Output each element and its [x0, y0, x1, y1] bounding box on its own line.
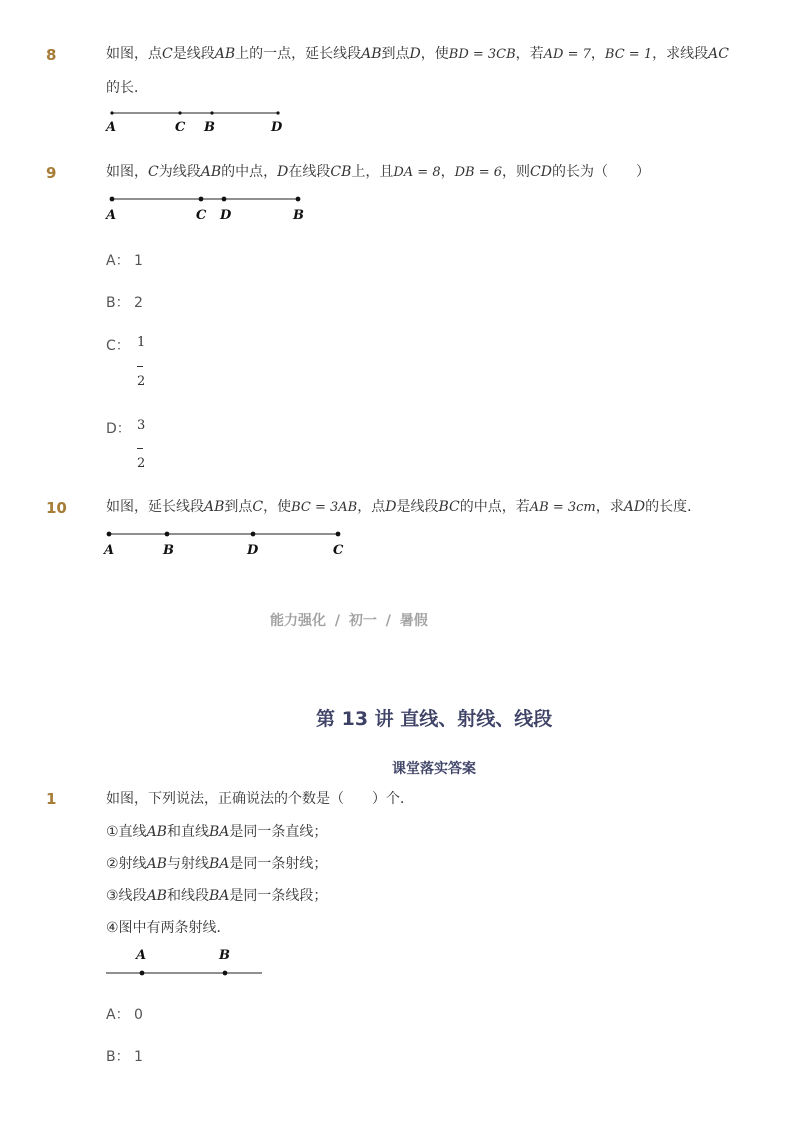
- question-number-10: 10: [46, 499, 67, 517]
- point-label-b: B: [204, 120, 215, 135]
- answer-1-option-b[interactable]: B： 1: [106, 1049, 143, 1065]
- point-label-d: D: [247, 543, 259, 558]
- point-dot: [251, 532, 256, 537]
- option-d-numerator: 3: [137, 418, 146, 433]
- answer-number-1: 1: [46, 790, 57, 808]
- point-dot: [107, 532, 112, 537]
- point-label-a: A: [136, 948, 147, 963]
- statement-1: ①直线AB和直线BA是同一条直线；: [106, 824, 328, 840]
- option-b[interactable]: B： 2: [106, 295, 143, 311]
- statement-2: ②射线AB与射线BA是同一条射线；: [106, 856, 328, 872]
- option-c-denominator: 2: [137, 374, 146, 389]
- point-label-c: C: [196, 208, 207, 223]
- option-d[interactable]: D：: [106, 421, 131, 437]
- point-label-b: B: [163, 543, 174, 558]
- figure-10-segment: [100, 525, 360, 561]
- option-a[interactable]: A： 1: [106, 253, 143, 269]
- question-8-text: 如图，点C是线段AB上的一点，延长线段AB到点D，使BD = 3CB，若AD = 7，BC = 1，求线段AC: [106, 46, 729, 62]
- point-label-a: A: [104, 543, 115, 558]
- question-9-text: 如图，C为线段AB的中点，D在线段CB上，且DA = 8，DB = 6，则CD的长为（ ）: [106, 164, 650, 180]
- question-10-text: 如图，延长线段AB到点C，使BC = 3AB，点D是线段BC的中点，若AB = 3cm，求AD的长度．: [106, 499, 702, 515]
- point-dot: [140, 971, 145, 976]
- figure-9-segment: [100, 190, 320, 226]
- point-dot: [336, 532, 341, 537]
- point-label-d: D: [271, 120, 283, 135]
- option-d-fraction-bar: [137, 448, 143, 449]
- answer-1-stem: 如图，下列说法，正确说法的个数是（ ）个．: [106, 791, 414, 807]
- answer-1-option-a[interactable]: A： 0: [106, 1007, 143, 1023]
- point-dot: [296, 197, 301, 202]
- option-c-numerator: 1: [137, 335, 146, 350]
- question-number-8: 8: [46, 46, 57, 64]
- point-dot: [199, 197, 204, 202]
- point-dot: [178, 111, 181, 114]
- point-dot: [210, 111, 213, 114]
- point-dot: [165, 532, 170, 537]
- statement-3: ③线段AB和线段BA是同一条线段；: [106, 888, 328, 904]
- lecture-title: 第 13 讲 直线、射线、线段: [316, 708, 553, 730]
- question-8-text-cont: 的长．: [106, 80, 148, 96]
- page-footer: 能力强化 / 初一 / 暑假: [270, 613, 428, 629]
- question-number-9: 9: [46, 164, 57, 182]
- point-label-c: C: [175, 120, 186, 135]
- point-dot: [110, 111, 113, 114]
- section-title: 课堂落实答案: [392, 761, 476, 777]
- point-dot: [276, 111, 279, 114]
- figure-8-segment: [100, 104, 300, 138]
- point-dot: [110, 197, 115, 202]
- point-label-d: D: [220, 208, 232, 223]
- option-c-fraction-bar: [137, 366, 143, 367]
- figure-a1-line: [104, 944, 274, 984]
- point-label-a: A: [106, 120, 117, 135]
- point-label-b: B: [219, 948, 230, 963]
- statement-4: ④图中有两条射线．: [106, 920, 231, 936]
- point-dot: [223, 971, 228, 976]
- point-dot: [222, 197, 227, 202]
- point-label-b: B: [293, 208, 304, 223]
- point-label-c: C: [333, 543, 344, 558]
- option-c[interactable]: C：: [106, 338, 130, 354]
- option-d-denominator: 2: [137, 456, 146, 471]
- point-label-a: A: [106, 208, 117, 223]
